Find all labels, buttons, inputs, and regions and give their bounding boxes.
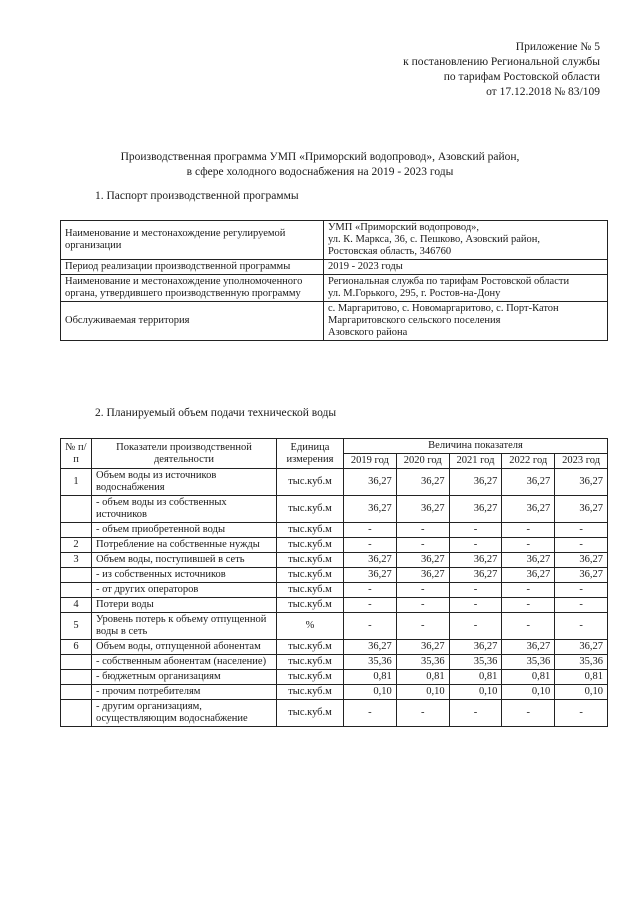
appendix-line: Приложение № 5 — [515, 41, 600, 53]
row-value: 36,27 — [555, 496, 608, 523]
row-num — [61, 685, 92, 700]
row-value: 0,81 — [449, 670, 502, 685]
row-value: 36,27 — [555, 568, 608, 583]
row-value: 36,27 — [344, 469, 397, 496]
row-value: - — [344, 583, 397, 598]
row-value: 35,36 — [449, 655, 502, 670]
row-value: 36,27 — [344, 640, 397, 655]
row-num — [61, 655, 92, 670]
row-unit: тыс.куб.м — [277, 598, 344, 613]
row-unit: тыс.куб.м — [277, 655, 344, 670]
row-value: - — [344, 598, 397, 613]
row-unit: тыс.куб.м — [277, 700, 344, 727]
row-value: - — [502, 523, 555, 538]
row-num — [61, 523, 92, 538]
row-value: 36,27 — [449, 469, 502, 496]
row-unit: % — [277, 613, 344, 640]
row-value: - — [502, 700, 555, 727]
passport-value-line: с. Маргаритово, с. Новомаргаритово, с. Порт-Катон — [328, 303, 559, 314]
row-name: - объем воды из собственных источников — [92, 496, 277, 523]
row-value: - — [344, 538, 397, 553]
row-unit: тыс.куб.м — [277, 685, 344, 700]
row-value: 0,10 — [449, 685, 502, 700]
row-unit: тыс.куб.м — [277, 496, 344, 523]
row-num: 2 — [61, 538, 92, 553]
table-row — [61, 598, 608, 613]
row-value: 36,27 — [344, 553, 397, 568]
row-value: - — [555, 583, 608, 598]
passport-value-line: ул. К. Маркса, 36, с. Пешково, Азовский район, — [328, 234, 540, 245]
title-line: в сфере холодного водоснабжения на 2019 - 2023 годы — [186, 166, 454, 178]
row-value: - — [502, 538, 555, 553]
row-value: - — [449, 538, 502, 553]
passport-row — [61, 221, 608, 260]
row-value: 0,81 — [502, 670, 555, 685]
header-year: 2020 год — [396, 454, 449, 469]
row-name: - от других операторов — [92, 583, 277, 598]
passport-value-line: Ростовская область, 346760 — [328, 246, 452, 257]
row-num: 5 — [61, 613, 92, 640]
table-row — [61, 700, 608, 727]
document-title — [0, 150, 640, 180]
row-value: 36,27 — [344, 496, 397, 523]
title-line: Производственная программа УМП «Приморский водопровод», Азовский район, — [120, 151, 520, 163]
row-num: 1 — [61, 469, 92, 496]
row-name: - из собственных источников — [92, 568, 277, 583]
table-row — [61, 469, 608, 496]
row-value: - — [502, 598, 555, 613]
row-value: 36,27 — [344, 568, 397, 583]
row-value: - — [555, 538, 608, 553]
row-value: - — [396, 583, 449, 598]
passport-row — [61, 275, 608, 302]
row-name: Потери воды — [92, 598, 277, 613]
header-value: Величина показателя — [344, 439, 608, 454]
passport-value-line: Азовского района — [328, 327, 408, 338]
row-value: - — [396, 538, 449, 553]
row-value: - — [555, 613, 608, 640]
appendix-header — [403, 40, 600, 100]
passport-label: Наименование и местонахождение уполномоченного органа, утвердившего производственную программу — [61, 275, 324, 302]
table-row — [61, 685, 608, 700]
row-value: 0,81 — [555, 670, 608, 685]
row-value: 0,10 — [344, 685, 397, 700]
row-name: - прочим потребителям — [92, 685, 277, 700]
row-value: 35,36 — [502, 655, 555, 670]
section-heading-passport: 1. Паспорт производственной программы — [95, 190, 299, 202]
row-value: 0,81 — [344, 670, 397, 685]
row-value: 36,27 — [449, 553, 502, 568]
row-unit: тыс.куб.м — [277, 469, 344, 496]
row-value: 36,27 — [555, 553, 608, 568]
row-num: 3 — [61, 553, 92, 568]
row-name: Уровень потерь к объему отпущенной воды в сеть — [92, 613, 277, 640]
row-value: 0,81 — [396, 670, 449, 685]
row-value: - — [396, 613, 449, 640]
row-unit: тыс.куб.м — [277, 538, 344, 553]
row-value: - — [396, 700, 449, 727]
row-name: - бюджетным организациям — [92, 670, 277, 685]
row-value: - — [502, 583, 555, 598]
row-value: 36,27 — [449, 640, 502, 655]
row-value: 0,10 — [396, 685, 449, 700]
row-value: 36,27 — [396, 568, 449, 583]
row-name: Потребление на собственные нужды — [92, 538, 277, 553]
passport-label: Обслуживаемая территория — [61, 302, 324, 341]
row-num: 6 — [61, 640, 92, 655]
row-value: - — [449, 613, 502, 640]
row-value: - — [344, 700, 397, 727]
row-value: 0,10 — [555, 685, 608, 700]
row-unit: тыс.куб.м — [277, 568, 344, 583]
row-value: 36,27 — [396, 640, 449, 655]
appendix-line: по тарифам Ростовской области — [443, 71, 600, 83]
table-row — [61, 496, 608, 523]
row-value: - — [449, 523, 502, 538]
table-row — [61, 553, 608, 568]
row-value: - — [555, 523, 608, 538]
passport-value-line: ул. М.Горького, 295, г. Ростов-на-Дону — [328, 288, 501, 299]
passport-row — [61, 260, 608, 275]
row-name: - другим организациям, осуществляющим водоснабжение — [92, 700, 277, 727]
row-value: 36,27 — [502, 640, 555, 655]
row-value: 36,27 — [502, 568, 555, 583]
row-name: - собственным абонентам (население) — [92, 655, 277, 670]
passport-value-line: 2019 - 2023 годы — [328, 261, 403, 272]
header-unit: Единица измерения — [277, 439, 344, 469]
row-value: 36,27 — [449, 496, 502, 523]
row-value: - — [502, 613, 555, 640]
row-num — [61, 583, 92, 598]
row-value: - — [344, 613, 397, 640]
passport-value-line: УМП «Приморский водопровод», — [328, 222, 480, 233]
row-name: Объем воды, поступившей в сеть — [92, 553, 277, 568]
row-value: 35,36 — [344, 655, 397, 670]
table-row — [61, 568, 608, 583]
row-value: 36,27 — [502, 469, 555, 496]
row-value: - — [449, 598, 502, 613]
row-name: Объем воды, отпущенной абонентам — [92, 640, 277, 655]
row-value: - — [555, 598, 608, 613]
row-unit: тыс.куб.м — [277, 640, 344, 655]
passport-label: Наименование и местонахождение регулируемой организации — [61, 221, 324, 260]
row-unit: тыс.куб.м — [277, 583, 344, 598]
header-year: 2022 год — [502, 454, 555, 469]
row-num: 4 — [61, 598, 92, 613]
table-row — [61, 523, 608, 538]
row-value: 36,27 — [449, 568, 502, 583]
row-value: 36,27 — [555, 469, 608, 496]
row-value: 36,27 — [502, 553, 555, 568]
passport-value-line: Маргаритовского сельского поселения — [328, 315, 501, 326]
row-unit: тыс.куб.м — [277, 523, 344, 538]
row-unit: тыс.куб.м — [277, 670, 344, 685]
row-value: 35,36 — [396, 655, 449, 670]
passport-value — [324, 260, 608, 275]
table-row — [61, 583, 608, 598]
row-value: 35,36 — [555, 655, 608, 670]
passport-label: Период реализации производственной программы — [61, 260, 324, 275]
row-name: Объем воды из источников водоснабжения — [92, 469, 277, 496]
row-value: 36,27 — [396, 469, 449, 496]
row-value: 36,27 — [396, 496, 449, 523]
appendix-line: к постановлению Региональной службы — [403, 56, 600, 68]
row-value: 36,27 — [502, 496, 555, 523]
row-unit: тыс.куб.м — [277, 553, 344, 568]
table-row — [61, 613, 608, 640]
row-value: 36,27 — [396, 553, 449, 568]
section-heading-volume: 2. Планируемый объем подачи технической воды — [95, 407, 337, 419]
table-row — [61, 655, 608, 670]
row-value: - — [396, 523, 449, 538]
passport-value — [324, 221, 608, 260]
row-value: 0,10 — [502, 685, 555, 700]
passport-row — [61, 302, 608, 341]
volume-table — [60, 438, 608, 727]
header-year: 2023 год — [555, 454, 608, 469]
row-num — [61, 496, 92, 523]
row-num — [61, 670, 92, 685]
passport-value-line: Региональная служба по тарифам Ростовской области — [328, 276, 570, 287]
row-value: - — [555, 700, 608, 727]
header-name: Показатели производственной деятельности — [92, 439, 277, 469]
row-name: - объем приобретенной воды — [92, 523, 277, 538]
row-num — [61, 568, 92, 583]
passport-value — [324, 275, 608, 302]
table-row — [61, 640, 608, 655]
passport-value — [324, 302, 608, 341]
row-num — [61, 700, 92, 727]
row-value: 36,27 — [555, 640, 608, 655]
table-row — [61, 538, 608, 553]
header-year: 2021 год — [449, 454, 502, 469]
row-value: - — [344, 523, 397, 538]
row-value: - — [396, 598, 449, 613]
header-year: 2019 год — [344, 454, 397, 469]
passport-table — [60, 220, 608, 341]
row-value: - — [449, 583, 502, 598]
table-row — [61, 670, 608, 685]
header-num: № п/п — [61, 439, 92, 469]
row-value: - — [449, 700, 502, 727]
appendix-line: от 17.12.2018 № 83/109 — [486, 86, 600, 98]
